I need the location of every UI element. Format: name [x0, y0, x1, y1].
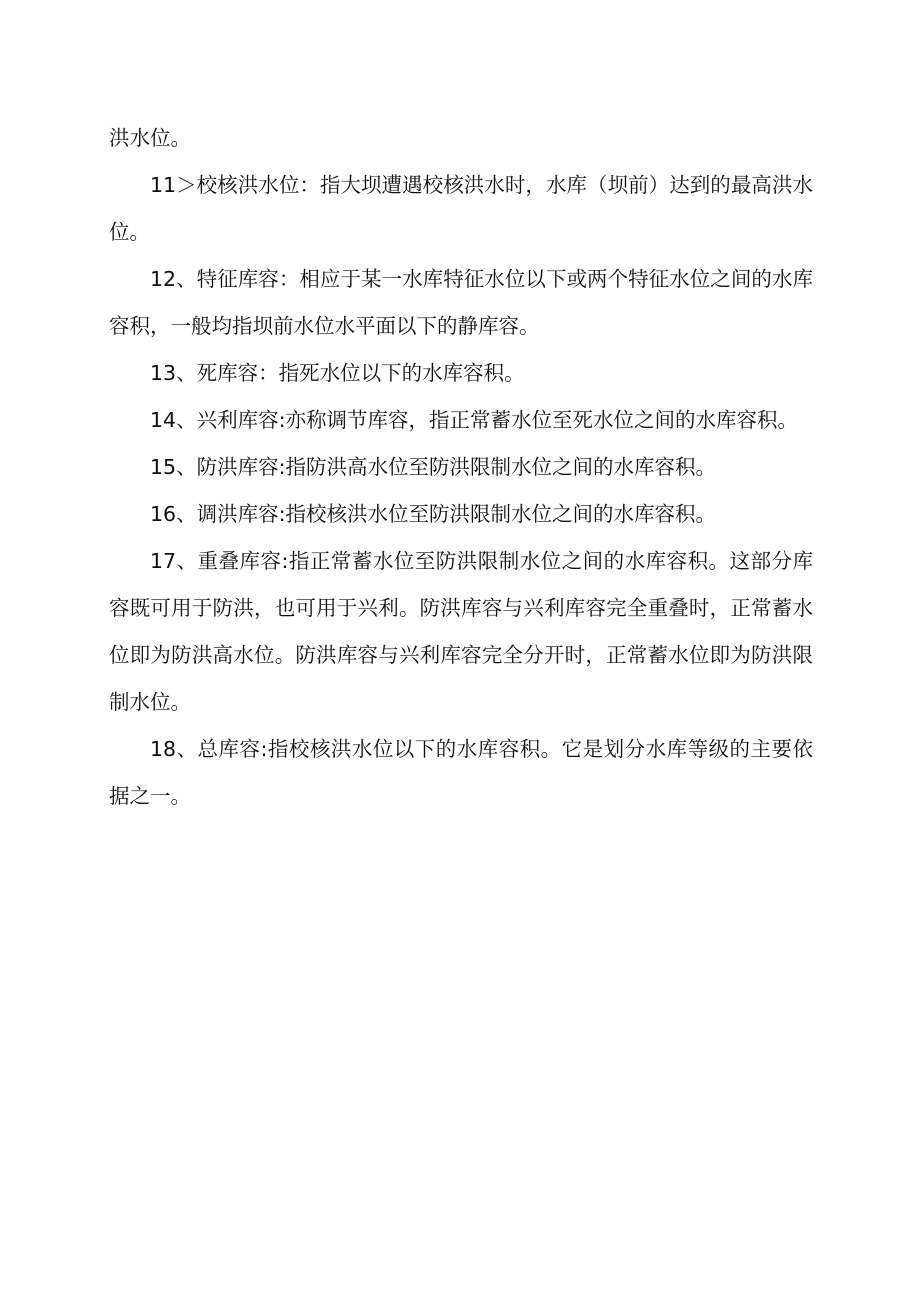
paragraph-item-16: 16、调洪库容:指校核洪水位至防洪限制水位之间的水库容积。 [150, 502, 716, 526]
paragraph-item-17: 17、重叠库容:指正常蓄水位至防洪限制水位之间的水库容积。这部分库容既可用于防洪，也可用于兴利。防洪库容与兴利库容完全重叠时，正常蓄水位即为防洪高水位。防洪库容与兴利库容完全分开时，正常蓄水位即为防洪限制水位。 [109, 549, 813, 714]
document-body [109, 115, 813, 820]
paragraph-item-18: 18、总库容:指校核洪水位以下的水库容积。它是划分水库等级的主要依据之一。 [109, 737, 813, 808]
paragraph-item-12: 12、特征库容：相应于某一水库特征水位以下或两个特征水位之间的水库容积，一般均指坝前水位水平面以下的静库容。 [109, 267, 813, 338]
paragraph-item-14: 14、兴利库容:亦称调节库容，指正常蓄水位至死水位之间的水库容积。 [150, 408, 798, 432]
paragraph-continuation: 洪水位。 [109, 126, 191, 150]
paragraph-item-11: 11＞校核洪水位：指大坝遭遇校核洪水时，水库（坝前）达到的最高洪水位。 [109, 173, 813, 244]
paragraph-item-15: 15、防洪库容:指防洪高水位至防洪限制水位之间的水库容积。 [150, 455, 716, 479]
paragraph-item-13: 13、死库容：指死水位以下的水库容积。 [150, 361, 525, 385]
